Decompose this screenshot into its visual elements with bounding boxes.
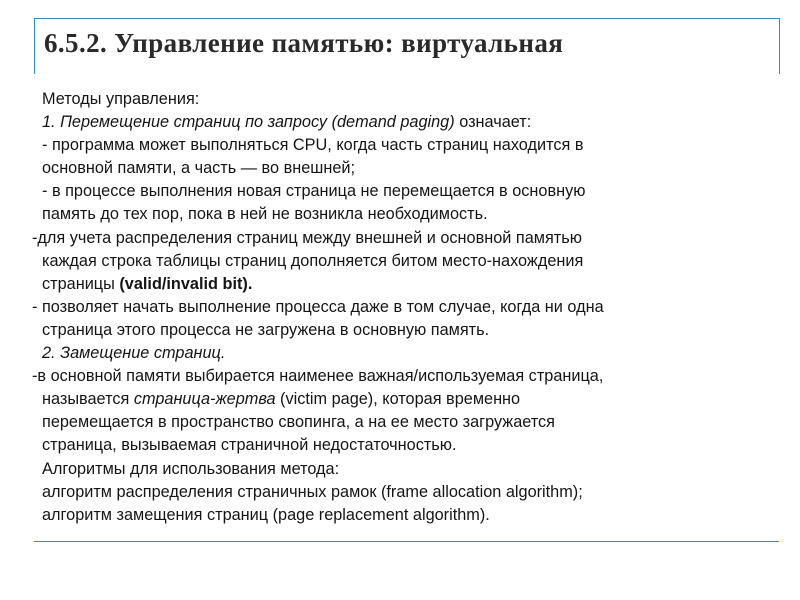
body-line: перемещается в пространство свопинга, а на ее место загружается [42,413,556,432]
bottom-divider [34,541,779,542]
body-line [32,273,767,296]
title-frame-left-border [34,18,35,74]
body-line: алгоритм распределения страничных рамок (frame allocation algorithm); [42,482,583,501]
body-line: - программа может выполняться CPU, когда часть страниц находится в [42,136,584,155]
body-line: основной памяти, а часть — во внешней; [42,159,356,178]
body-line: алгоритм замещения страниц (page replacement algorithm). [42,505,490,524]
body-line [32,342,767,365]
slide-body [32,88,767,527]
body-line: страница, вызываемая страничной недостаточностью. [42,436,457,455]
slide-title: 6.5.2. Управление памятью: виртуальная [44,28,564,58]
body-line: страница этого процесса не загружена в основную память. [42,320,490,339]
body-line: - в процессе выполнения новая страница не перемещается в основную [42,182,586,201]
body-line: память до тех пор, пока в ней не возникла необходимость. [42,205,488,224]
body-line: - позволяет начать выполнение процесса даже в том случае, когда ни одна [32,297,604,316]
body-text-span: означает: [454,113,532,132]
title-frame-right-border [779,18,780,74]
body-line [32,388,767,411]
valid-invalid-bit-term: (valid/invalid bit). [119,274,253,293]
body-text-span: страницы [42,274,120,293]
body-line: каждая строка таблицы страниц дополняется битом место-нахождения [42,251,584,270]
victim-page-term: страница-жертва [133,390,276,409]
body-line: Методы управления: [42,90,200,108]
body-line: -для учета распределения страниц между внешней и основной памятью [32,228,582,247]
body-line: -в основной памяти выбирается наименее важная/используемая страница, [32,367,604,386]
title-frame-top-border [34,18,779,19]
body-text-span: (victim page), которая временно [275,390,521,409]
body-text-span: называется [42,390,134,409]
body-line: Алгоритмы для использования метода: [42,459,340,478]
page-replacement-heading: 2. Замещение страниц. [42,344,226,363]
body-line [32,111,767,134]
demand-paging-heading: 1. Перемещение страниц по запросу (demand paging) [42,113,455,132]
